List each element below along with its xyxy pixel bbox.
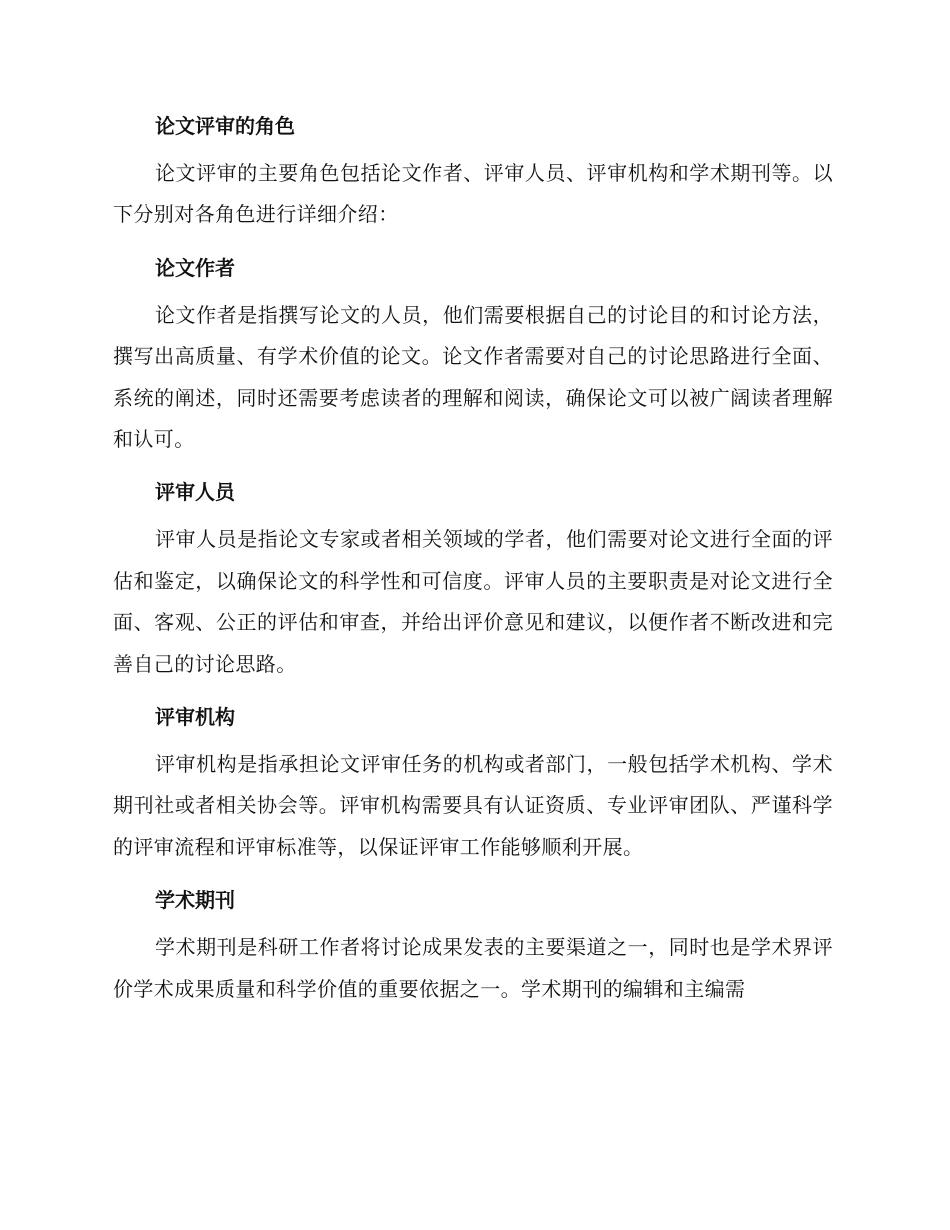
section-paragraph-journal: 学术期刊是科研工作者将讨论成果发表的主要渠道之一，同时也是学术界评价学术成果质量和科学价值的重要依据之一。学术期刊的编辑和主编需	[113, 935, 833, 1001]
section-paragraph-reviewer: 评审人员是指论文专家或者相关领域的学者，他们需要对论文进行全面的评估和鉴定，以确保论文的科学性和可信度。评审人员的主要职责是对论文进行全面、客观、公正的评估和审查，并给出评价意见和建议，以便作者不断改进和完善自己的讨论思路。	[113, 527, 833, 676]
section-heading-institution: 评审机构	[155, 705, 235, 730]
section-paragraph-author: 论文作者是指撰写论文的人员，他们需要根据自己的讨论目的和讨论方法，撰写出高质量、有学术价值的论文。论文作者需要对自己的讨论思路进行全面、系统的阐述，同时还需要考虑读者的理解和阅读，确保论文可以被广阔读者理解和认可。	[113, 302, 833, 452]
section-heading-author: 论文作者	[155, 255, 235, 280]
document-page	[113, 104, 833, 1018]
section-paragraph-institution: 评审机构是指承担论文评审任务的机构或者部门，一般包括学术机构、学术期刊社或者相关协会等。评审机构需要具有认证资质、专业评审团队、严谨科学的评审流程和评审标准等，以保证评审工作能够顺利开展。	[113, 752, 833, 859]
section-heading-review-roles: 论文评审的角色	[155, 114, 295, 138]
section-heading-journal: 学术期刊	[155, 888, 235, 913]
section-paragraph-review-roles: 论文评审的主要角色包括论文作者、评审人员、评审机构和学术期刊等。以下分别对各角色进行详细介绍：	[113, 161, 833, 227]
section-heading-reviewer: 评审人员	[155, 480, 235, 505]
